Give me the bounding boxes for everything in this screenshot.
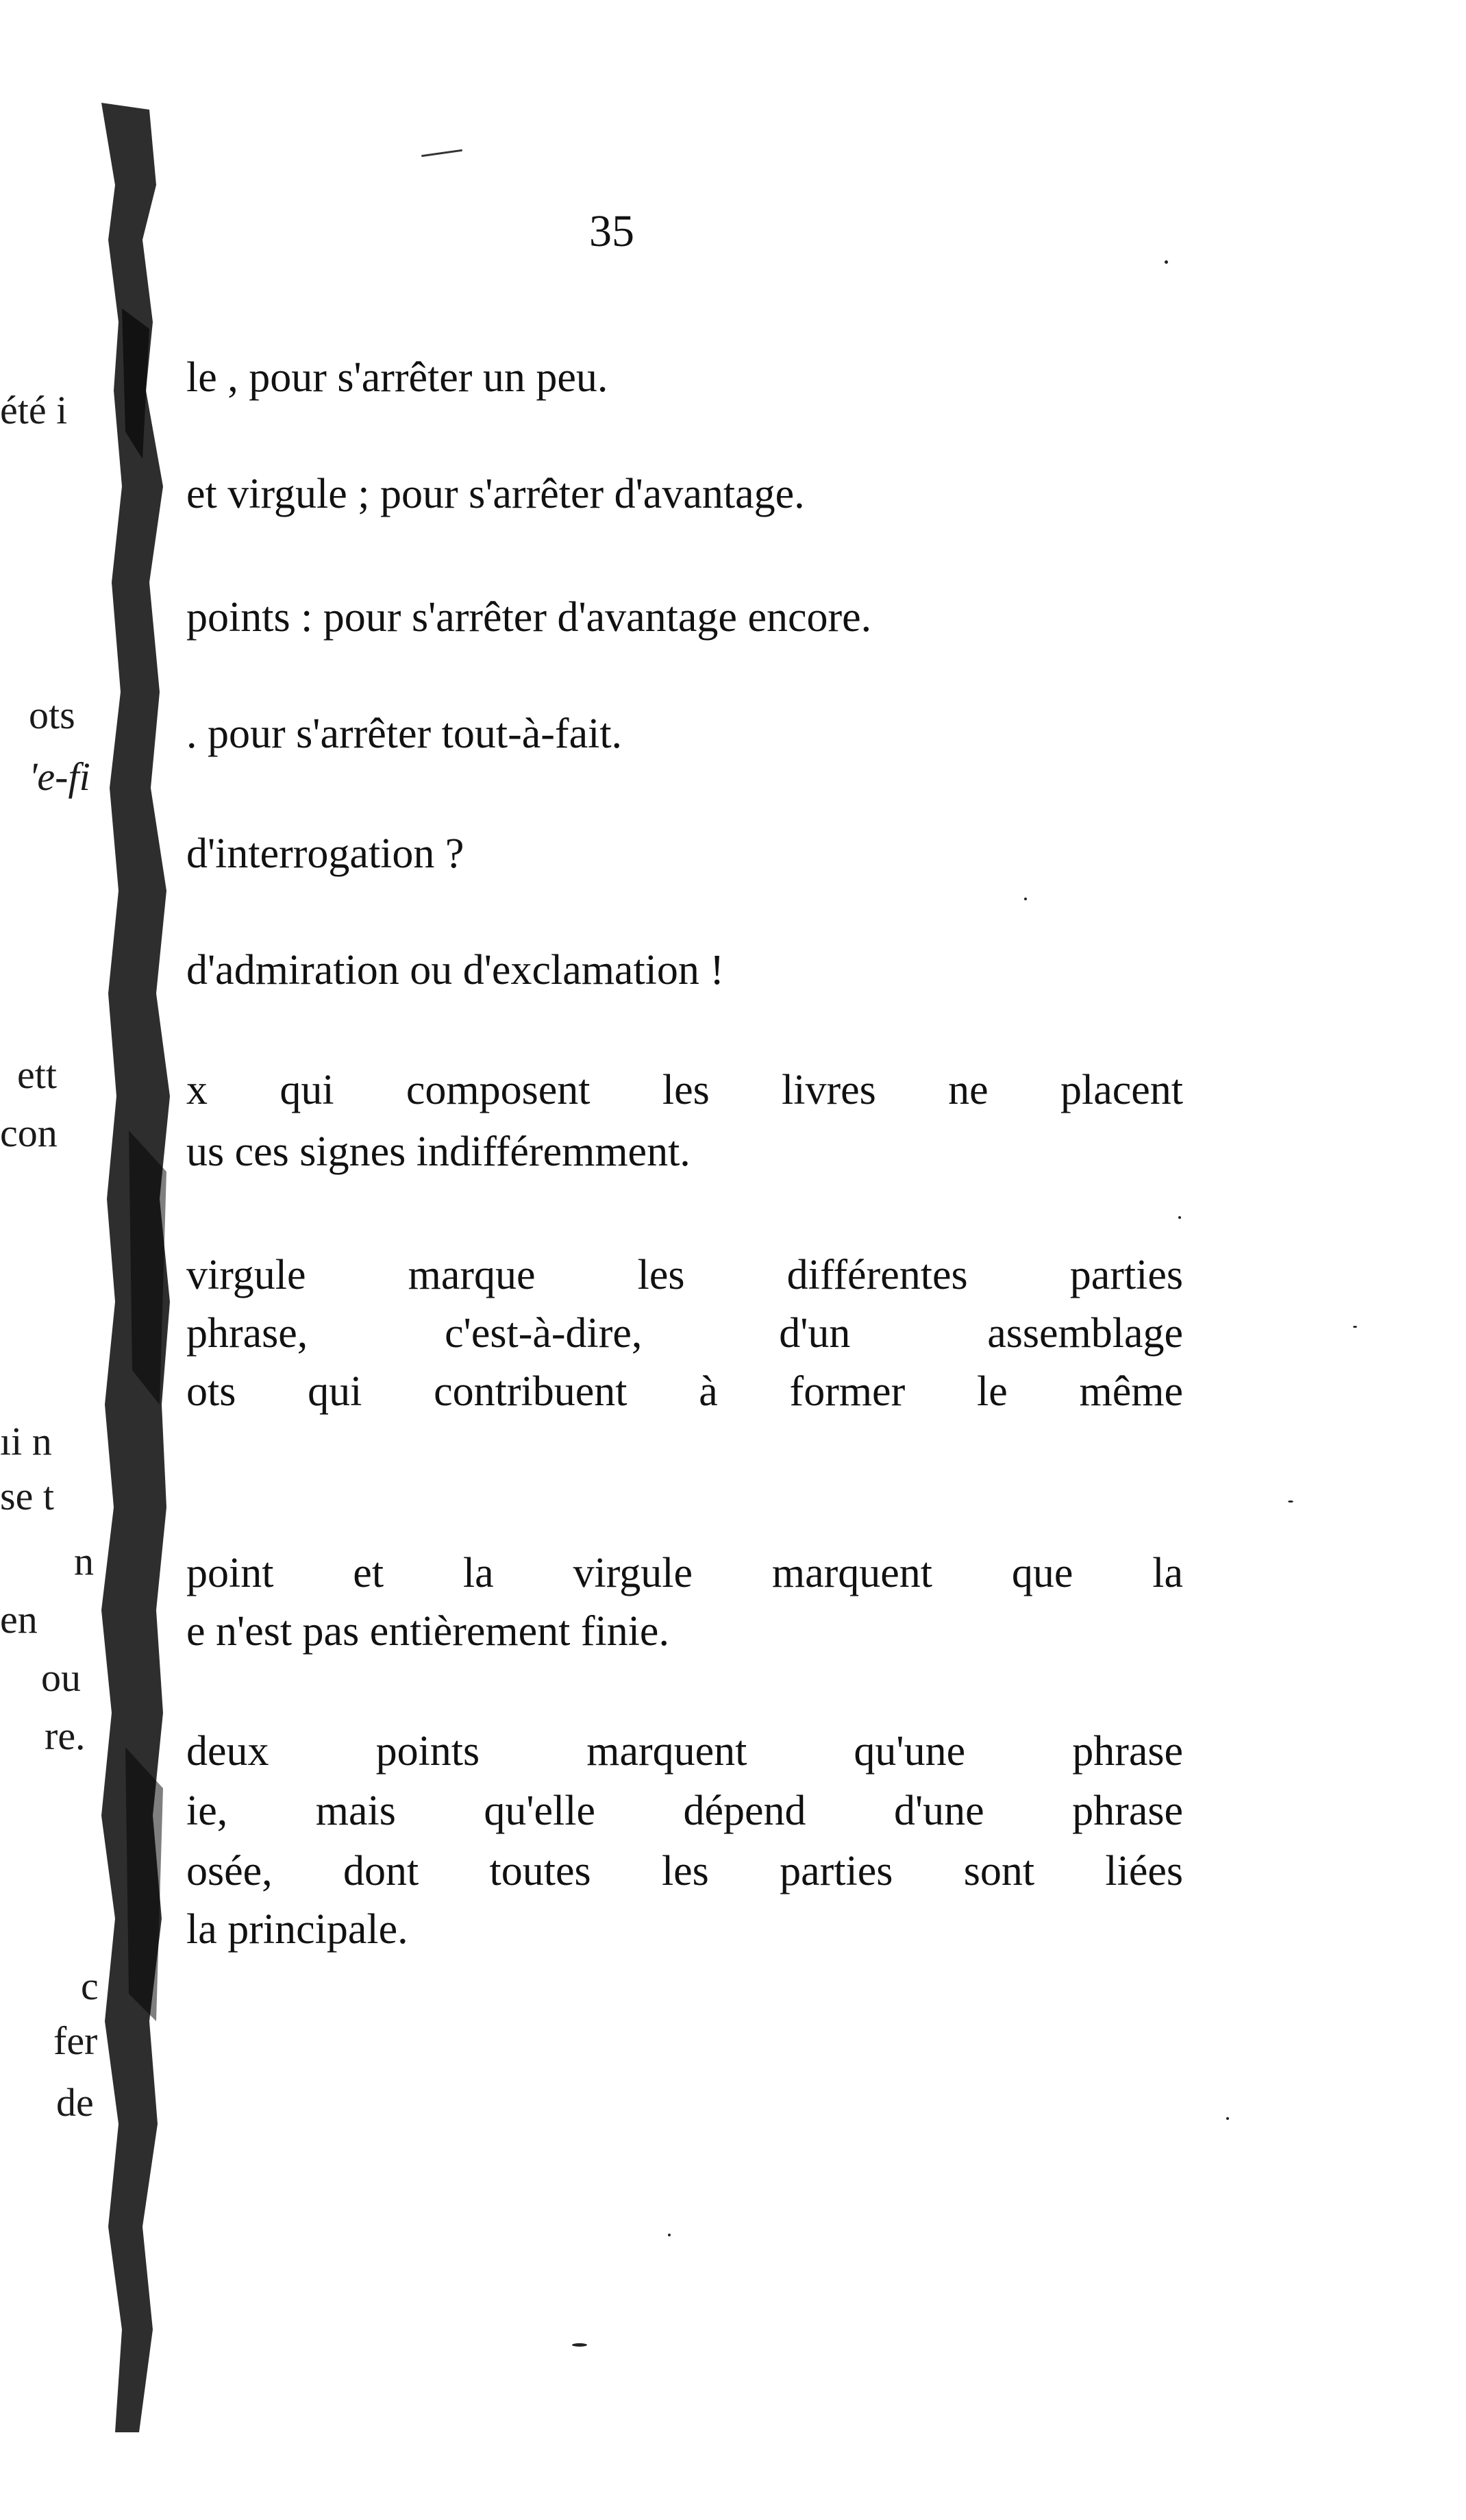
paragraph-4-line-4: la principale.: [186, 1906, 408, 1953]
text-line-6: d'admiration ou d'exclamation !: [186, 947, 725, 993]
paragraph-1-line-1: x qui composent les livres ne placent: [186, 1067, 1183, 1113]
margin-fragment: ett: [17, 1052, 57, 1097]
text-line-3: points : pour s'arrêter d'avantage encore.: [186, 594, 872, 641]
margin-fragment: con: [0, 1111, 58, 1155]
paragraph-2-line-1: virgule marque les différentes parties: [186, 1252, 1183, 1298]
text-line-2: et virgule ; pour s'arrêter d'avantage.: [186, 471, 805, 517]
paragraph-4-line-3: osée, dont toutes les parties sont liées: [186, 1848, 1183, 1894]
scan-speck: [1178, 1216, 1181, 1219]
paragraph-1-line-2: us ces signes indifféremment.: [186, 1128, 691, 1175]
paragraph-2-line-2: phrase, c'est-à-dire, d'un assemblage: [186, 1310, 1183, 1357]
text-line-1: le , pour s'arrêter un peu.: [186, 354, 608, 401]
margin-fragment: ots: [29, 693, 75, 737]
margin-fragment: fer: [53, 2018, 98, 2063]
scan-speck: [1353, 1326, 1357, 1328]
paragraph-4-line-2: ie, mais qu'elle dépend d'une phrase: [186, 1788, 1183, 1834]
margin-fragment: c: [81, 1964, 99, 2008]
ink-mark: [421, 149, 462, 157]
scan-speck: [1165, 260, 1168, 264]
paragraph-2-line-3: ots qui contribuent à former le même: [186, 1368, 1183, 1415]
margin-fragment: re.: [45, 1714, 86, 1758]
margin-fragment: ıi n: [0, 1419, 52, 1463]
margin-fragment: ou: [41, 1655, 81, 1700]
text-line-5: d'interrogation ?: [186, 830, 464, 877]
margin-fragment: été i: [0, 388, 68, 432]
margin-fragment: en: [0, 1597, 38, 1642]
page-number: 35: [589, 206, 634, 256]
binding-gutter-shadow: [101, 103, 177, 2432]
text-line-4: . pour s'arrêter tout-à-fait.: [186, 711, 623, 757]
margin-fragment: de: [56, 2080, 94, 2125]
paragraph-3-line-2: e n'est pas entièrement finie.: [186, 1608, 669, 1655]
margin-fragment: se t: [0, 1474, 54, 1518]
scan-speck: [668, 2234, 671, 2236]
margin-fragment: 'e-fi: [29, 754, 90, 799]
margin-fragment: n: [74, 1539, 94, 1583]
scan-speck: [1288, 1500, 1293, 1503]
paragraph-3-line-1: point et la virgule marquent que la: [186, 1550, 1183, 1596]
scan-speck: [572, 2343, 587, 2347]
scan-speck: [1024, 898, 1027, 900]
paragraph-4-line-1: deux points marquent qu'une phrase: [186, 1728, 1183, 1775]
scan-speck: [1226, 2117, 1229, 2120]
